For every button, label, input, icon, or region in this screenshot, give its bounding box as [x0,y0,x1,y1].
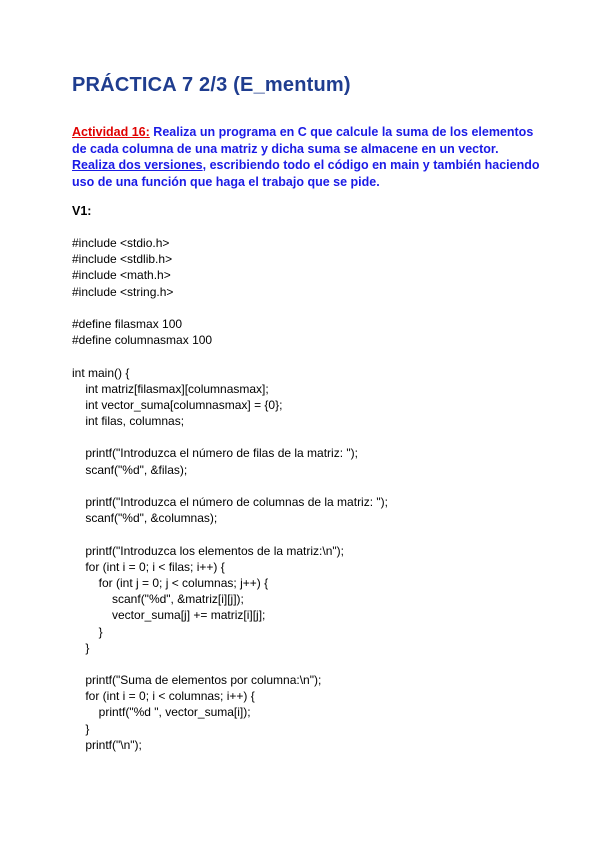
code-line: #include <stdlib.h> [72,252,173,267]
version-heading: V1: [72,204,92,218]
code-line [72,656,552,672]
code-line: int vector_suma[columnasmax] = {0}; [72,397,283,412]
code-line: printf("\n"); [72,737,142,752]
code-line: printf("%d ", vector_suma[i]); [72,705,251,720]
code-line: printf("Introduzca el número de columnas de la matriz: "); [72,495,388,509]
code-line: printf("Introduzca los elementos de la matriz:\n"); [72,543,344,558]
code-line: #include <stdio.h> [72,236,170,250]
code-line: printf("Suma de elementos por columna:\n"); [72,673,322,688]
activity-label: Actividad 16: [72,125,150,139]
code-line: } [72,640,90,655]
code-line: #define filasmax 100 [72,316,183,331]
code-line [72,348,552,364]
code-line: vector_suma[j] += matriz[i][j]; [72,608,266,623]
code-line: scanf("%d", &matriz[i][j]); [72,592,244,607]
code-line: printf("Introduzca el número de filas de la matriz: "); [72,446,358,461]
activity-text-part1: Realiza un programa en C que calcule la suma de los elementos de cada columna de una matriz y dicha suma se almacene en un vector. [72,125,534,156]
activity-text-part2: , escribiendo todo el código en main y también haciendo uso de una función que haga el trabajo que se pide. [72,158,540,189]
code-line: #include <string.h> [72,284,174,299]
code-line: #define columnasmax 100 [72,333,213,348]
activity-statement [72,124,542,190]
code-line: scanf("%d", &columnas); [72,511,218,526]
code-line: #include <math.h> [72,268,171,283]
code-line [72,526,552,542]
code-line: int matriz[filasmax][columnasmax]; [72,381,269,396]
code-line: for (int i = 0; i < columnas; i++) { [72,689,255,704]
code-line: int main() { [72,365,130,380]
code-block [72,235,552,753]
activity-underlined-text: Realiza dos versiones [72,158,203,172]
page-title: PRÁCTICA 7 2/3 (E_mentum) [72,74,351,96]
code-line: scanf("%d", &filas); [72,462,188,477]
code-line: for (int j = 0; j < columnas; j++) { [72,575,269,590]
code-line [72,300,552,316]
code-line: } [72,721,90,736]
code-line: int filas, columnas; [72,414,185,429]
code-line [72,478,552,494]
code-line: } [72,624,103,639]
code-line: for (int i = 0; i < filas; i++) { [72,559,225,574]
code-line [72,429,552,445]
